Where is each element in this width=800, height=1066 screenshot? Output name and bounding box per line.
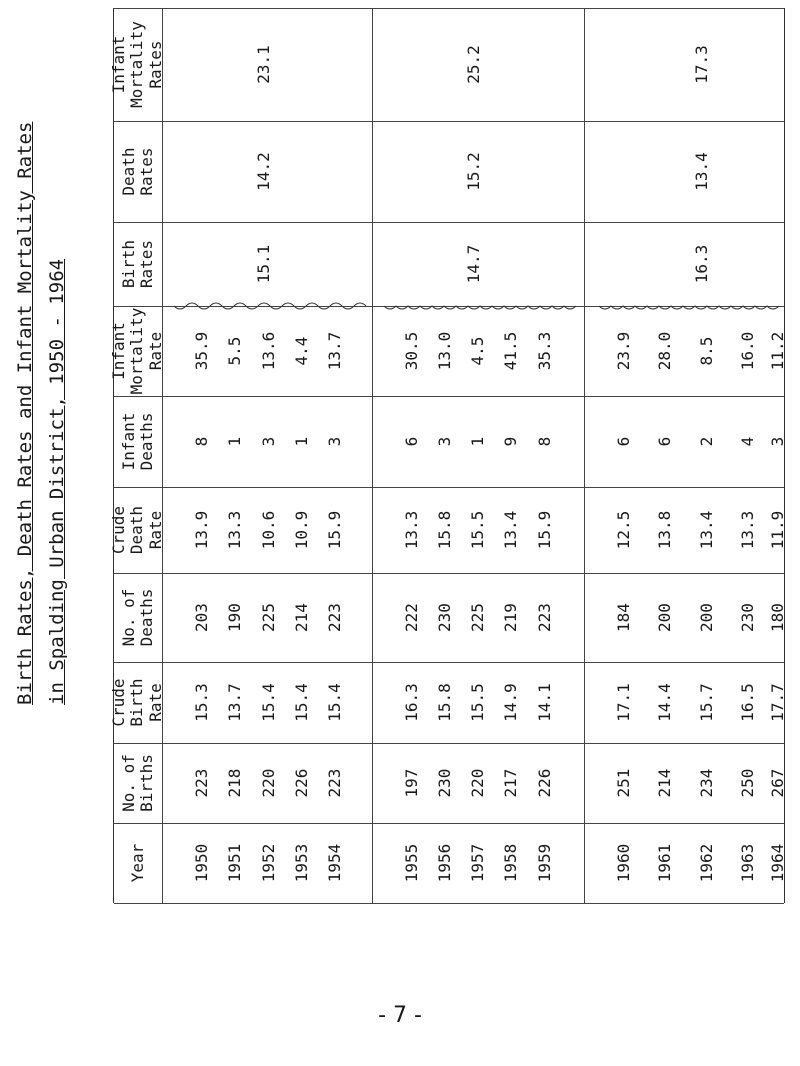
cell-year: 1956 <box>435 843 454 883</box>
cell-no-of-births: 223 <box>192 768 211 798</box>
cell-year: 1954 <box>325 843 344 883</box>
cell-no-of-births: 220 <box>259 768 278 798</box>
cell-year: 1963 <box>738 843 757 883</box>
cell-crude-birth-rate: 14.1 <box>535 683 554 722</box>
cell-infant-mortality-rate: 4.4 <box>292 336 311 366</box>
cell-infant-deaths: 3 <box>435 436 454 447</box>
cell-year: 1955 <box>402 843 421 883</box>
table-title-line-1: Birth Rates, Death Rates and Infant Mortality Rates <box>14 121 36 705</box>
cell-year: 1959 <box>535 843 554 883</box>
cell-infant-mortality-rate: 28.0 <box>655 331 674 371</box>
cell-infant-deaths: 3 <box>325 436 344 447</box>
cell-infant-deaths: 8 <box>535 436 554 447</box>
cell-crude-death-rate: 13.9 <box>192 510 211 550</box>
cell-crude-death-rate: 10.9 <box>292 510 311 550</box>
summary-death-rates: 15.2 <box>464 152 483 191</box>
cell-no-of-births: 226 <box>535 768 554 798</box>
cell-crude-death-rate: 12.5 <box>614 510 633 550</box>
cell-year: 1957 <box>468 843 487 883</box>
cell-infant-deaths: 6 <box>614 436 633 447</box>
cell-year: 1950 <box>192 843 211 883</box>
cell-no-of-deaths: 225 <box>468 603 487 632</box>
column-header-infant-mortality-rates: Infant Mortality Rates <box>109 21 166 108</box>
page-number: - 7 - <box>378 1003 422 1028</box>
cell-year: 1960 <box>614 843 633 883</box>
cell-crude-birth-rate: 17.1 <box>614 683 633 722</box>
cell-infant-mortality-rate: 11.2 <box>768 331 787 371</box>
cell-no-of-births: 223 <box>325 768 344 798</box>
cell-crude-birth-rate: 17.7 <box>768 683 787 722</box>
cell-no-of-deaths: 222 <box>402 603 421 632</box>
cell-crude-birth-rate: 15.4 <box>292 683 311 722</box>
cell-year: 1961 <box>655 843 674 883</box>
wavy-divider <box>114 300 784 312</box>
cell-no-of-births: 220 <box>468 768 487 798</box>
summary-infant-mortality-rates: 25.2 <box>464 45 483 84</box>
cell-year: 1951 <box>225 843 244 883</box>
cell-year: 1958 <box>501 843 520 883</box>
summary-death-rates: 13.4 <box>692 152 711 191</box>
cell-no-of-deaths: 180 <box>768 603 787 632</box>
cell-infant-mortality-rate: 23.9 <box>614 331 633 371</box>
cell-infant-deaths: 1 <box>292 436 311 447</box>
cell-year: 1964 <box>768 843 787 883</box>
cell-no-of-births: 218 <box>225 768 244 798</box>
cell-no-of-deaths: 203 <box>192 603 211 632</box>
cell-no-of-births: 251 <box>614 768 633 798</box>
summary-birth-rates: 15.1 <box>254 244 273 284</box>
cell-crude-birth-rate: 14.9 <box>501 683 520 722</box>
cell-year: 1962 <box>697 843 716 883</box>
summary-birth-rates: 16.3 <box>692 244 711 284</box>
cell-infant-deaths: 8 <box>192 436 211 447</box>
cell-crude-death-rate: 13.4 <box>697 510 716 550</box>
cell-infant-deaths: 4 <box>738 436 757 447</box>
cell-crude-birth-rate: 15.8 <box>435 683 454 722</box>
cell-no-of-deaths: 219 <box>501 603 520 632</box>
cell-no-of-births: 230 <box>435 768 454 798</box>
rates-table <box>109 8 787 903</box>
column-header-no-of-deaths: No. of Deaths <box>118 588 156 647</box>
summary-birth-rates: 14.7 <box>464 244 483 284</box>
cell-no-of-deaths: 223 <box>325 603 344 632</box>
cell-crude-birth-rate: 15.3 <box>192 683 211 722</box>
cell-infant-mortality-rate: 13.7 <box>325 331 344 371</box>
cell-crude-death-rate: 15.9 <box>325 510 344 550</box>
cell-infant-deaths: 1 <box>225 436 244 447</box>
cell-infant-mortality-rate: 4.5 <box>468 336 487 366</box>
cell-crude-death-rate: 15.8 <box>435 510 454 550</box>
cell-crude-birth-rate: 15.5 <box>468 683 487 722</box>
column-header-infant-deaths: Infant Deaths <box>118 412 156 471</box>
cell-crude-birth-rate: 16.5 <box>738 683 757 722</box>
cell-crude-birth-rate: 16.3 <box>402 683 421 722</box>
cell-infant-deaths: 1 <box>468 436 487 447</box>
summary-infant-mortality-rates: 23.1 <box>254 45 273 84</box>
cell-year: 1952 <box>259 843 278 883</box>
column-header-birth-rates: Birth Rates <box>118 239 156 289</box>
cell-crude-death-rate: 13.3 <box>225 510 244 550</box>
cell-infant-mortality-rate: 5.5 <box>225 336 244 366</box>
column-header-year: Year <box>127 843 147 883</box>
column-header-death-rates: Death Rates <box>118 147 156 196</box>
cell-no-of-deaths: 200 <box>697 603 716 632</box>
cell-no-of-deaths: 230 <box>435 603 454 632</box>
cell-infant-mortality-rate: 16.0 <box>738 331 757 371</box>
cell-infant-mortality-rate: 13.6 <box>259 331 278 371</box>
cell-crude-death-rate: 13.3 <box>402 510 421 550</box>
cell-infant-mortality-rate: 35.3 <box>535 331 554 371</box>
cell-crude-birth-rate: 15.7 <box>697 683 716 722</box>
cell-crude-death-rate: 13.4 <box>501 510 520 550</box>
cell-infant-mortality-rate: 8.5 <box>697 336 716 366</box>
cell-crude-birth-rate: 13.7 <box>225 683 244 722</box>
cell-infant-deaths: 9 <box>501 436 520 447</box>
cell-no-of-births: 267 <box>768 768 787 798</box>
cell-crude-birth-rate: 15.4 <box>259 683 278 722</box>
cell-crude-birth-rate: 15.4 <box>325 683 344 722</box>
cell-crude-birth-rate: 14.4 <box>655 683 674 722</box>
cell-crude-death-rate: 11.9 <box>768 510 787 550</box>
cell-no-of-deaths: 184 <box>614 603 633 632</box>
cell-no-of-births: 217 <box>501 768 520 798</box>
cell-no-of-deaths: 200 <box>655 603 674 632</box>
cell-no-of-deaths: 214 <box>292 603 311 632</box>
cell-year: 1953 <box>292 843 311 883</box>
summary-infant-mortality-rates: 17.3 <box>692 45 711 84</box>
summary-death-rates: 14.2 <box>254 152 273 191</box>
cell-crude-death-rate: 10.6 <box>259 510 278 550</box>
column-header-crude-birth-rate: Crude Birth Rate <box>109 678 166 727</box>
cell-no-of-births: 234 <box>697 768 716 798</box>
cell-no-of-deaths: 225 <box>259 603 278 632</box>
cell-infant-deaths: 6 <box>402 436 421 447</box>
cell-no-of-deaths: 223 <box>535 603 554 632</box>
table-title-line-2: in Spalding Urban District, 1950 - 1964 <box>46 258 68 705</box>
cell-no-of-births: 197 <box>402 768 421 798</box>
cell-no-of-births: 226 <box>292 768 311 798</box>
cell-infant-deaths: 6 <box>655 436 674 447</box>
cell-infant-deaths: 3 <box>259 436 278 447</box>
cell-infant-mortality-rate: 41.5 <box>501 331 520 371</box>
cell-infant-mortality-rate: 30.5 <box>402 331 421 371</box>
cell-crude-death-rate: 13.8 <box>655 510 674 550</box>
cell-crude-death-rate: 15.9 <box>535 510 554 550</box>
cell-crude-death-rate: 15.5 <box>468 510 487 550</box>
cell-infant-deaths: 2 <box>697 436 716 447</box>
column-header-no-of-births: No. of Births <box>118 754 156 812</box>
cell-no-of-deaths: 230 <box>738 603 757 632</box>
cell-no-of-births: 214 <box>655 768 674 798</box>
cell-crude-death-rate: 13.3 <box>738 510 757 550</box>
cell-no-of-deaths: 190 <box>225 603 244 632</box>
column-header-crude-death-rate: Crude Death Rate <box>109 505 166 555</box>
cell-infant-mortality-rate: 35.9 <box>192 331 211 371</box>
cell-infant-deaths: 3 <box>768 436 787 447</box>
cell-no-of-births: 250 <box>738 768 757 798</box>
cell-infant-mortality-rate: 13.0 <box>435 331 454 371</box>
column-header-infant-mortality-rate: Infant Mortality Rate <box>109 307 166 395</box>
